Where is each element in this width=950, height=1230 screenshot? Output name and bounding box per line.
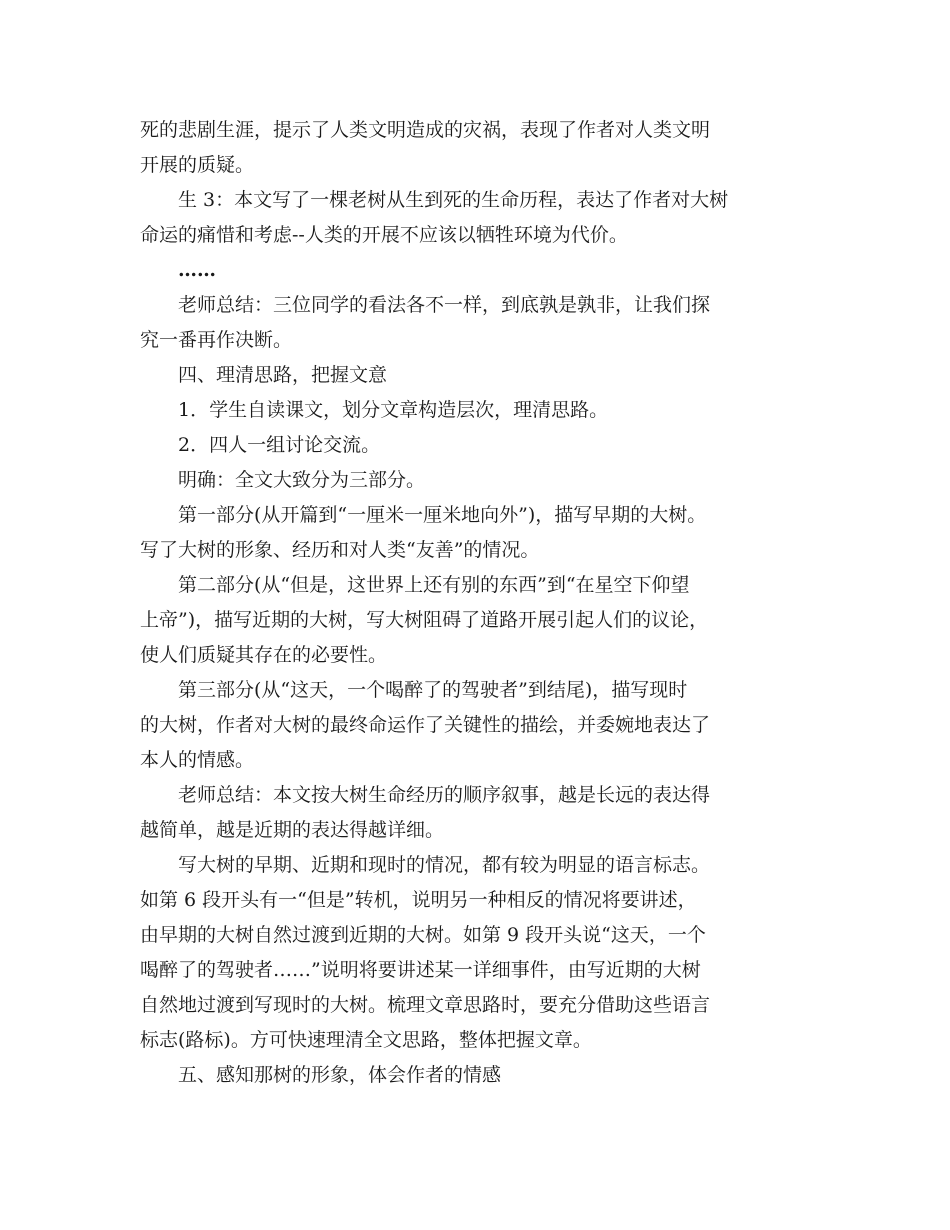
paragraph-line: …… xyxy=(178,259,216,281)
paragraph-line: 如第 6 段开头有一“但是”转机，说明另一种相反的情况将要讲述， xyxy=(140,889,697,911)
paragraph xyxy=(140,288,840,358)
paragraph xyxy=(140,428,840,463)
paragraph-line: 第三部分(从“这天，一个喝醉了的驾驶者”到结尾)，描写现时 xyxy=(178,679,688,701)
paragraph xyxy=(140,1058,840,1093)
paragraph-line: 命运的痛惜和考虑--人类的开展不应该以牺牲环境为代价。 xyxy=(140,224,628,246)
paragraph-line: 死的悲剧生涯，提示了人类文明造成的灾祸，表现了作者对人类文明 xyxy=(140,119,711,141)
paragraph-line: 喝醉了的驾驶者……”说明将要讲述某一详细事件，由写近期的大树 xyxy=(140,959,701,981)
paragraph xyxy=(140,568,840,673)
document-body xyxy=(140,113,840,1093)
paragraph xyxy=(140,358,840,393)
paragraph-line: 写大树的早期、近期和现时的情况，都有较为明显的语言标志。 xyxy=(178,854,711,876)
paragraph-line: 五、感知那树的形象，体会作者的情感 xyxy=(178,1064,502,1086)
paragraph-line: 明确：全文大致分为三部分。 xyxy=(178,469,426,491)
paragraph-line: 上帝”)，描写近期的大树，写大树阻碍了道路开展引起人们的议论， xyxy=(140,609,709,631)
paragraph-line: 究一番再作决断。 xyxy=(140,329,293,351)
paragraph-line: 2．四人一组讨论交流。 xyxy=(178,434,381,456)
paragraph xyxy=(140,498,840,568)
paragraph-line: 老师总结：三位同学的看法各不一样，到底孰是孰非，让我们探 xyxy=(178,294,711,316)
paragraph-line: 本人的情感。 xyxy=(140,749,255,771)
paragraph-line: 老师总结：本文按大树生命经历的顺序叙事，越是长远的表达得 xyxy=(178,784,711,806)
paragraph-line: 四、理清思路，把握文意 xyxy=(178,364,388,386)
paragraph-line: 开展的质疑。 xyxy=(140,154,255,176)
paragraph-line: 第一部分(从开篇到“一厘米一厘米地向外”)，描写早期的大树。 xyxy=(178,504,707,526)
paragraph xyxy=(140,778,840,848)
paragraph-line: 使人们质疑其存在的必要性。 xyxy=(140,644,388,666)
paragraph-line: 自然地过渡到写现时的大树。梳理文章思路时，要充分借助这些语言 xyxy=(140,994,711,1016)
paragraph-line: 标志(路标)。方可快速理清全文思路，整体把握文章。 xyxy=(140,1029,592,1051)
paragraph xyxy=(140,113,840,183)
paragraph xyxy=(140,253,840,288)
paragraph-line: 越简单，越是近期的表达得越详细。 xyxy=(140,819,445,841)
paragraph xyxy=(140,673,840,778)
paragraph-line: 由早期的大树自然过渡到近期的大树。如第 9 段开头说“这天，一个 xyxy=(140,924,706,946)
paragraph xyxy=(140,183,840,253)
paragraph xyxy=(140,393,840,428)
paragraph-line: 写了大树的形象、经历和对人类“友善”的情况。 xyxy=(140,539,540,561)
paragraph-line: 的大树，作者对大树的最终命运作了关键性的描绘，并委婉地表达了 xyxy=(140,714,711,736)
paragraph xyxy=(140,463,840,498)
paragraph-line: 1．学生自读课文，划分文章构造层次，理清思路。 xyxy=(178,399,609,421)
paragraph-line: 第二部分(从“但是，这世界上还有别的东西”到“在星空下仰望 xyxy=(178,574,690,596)
paragraph xyxy=(140,848,840,1058)
paragraph-line: 生 3：本文写了一棵老树从生到死的生命历程，表达了作者对大树 xyxy=(178,189,729,211)
